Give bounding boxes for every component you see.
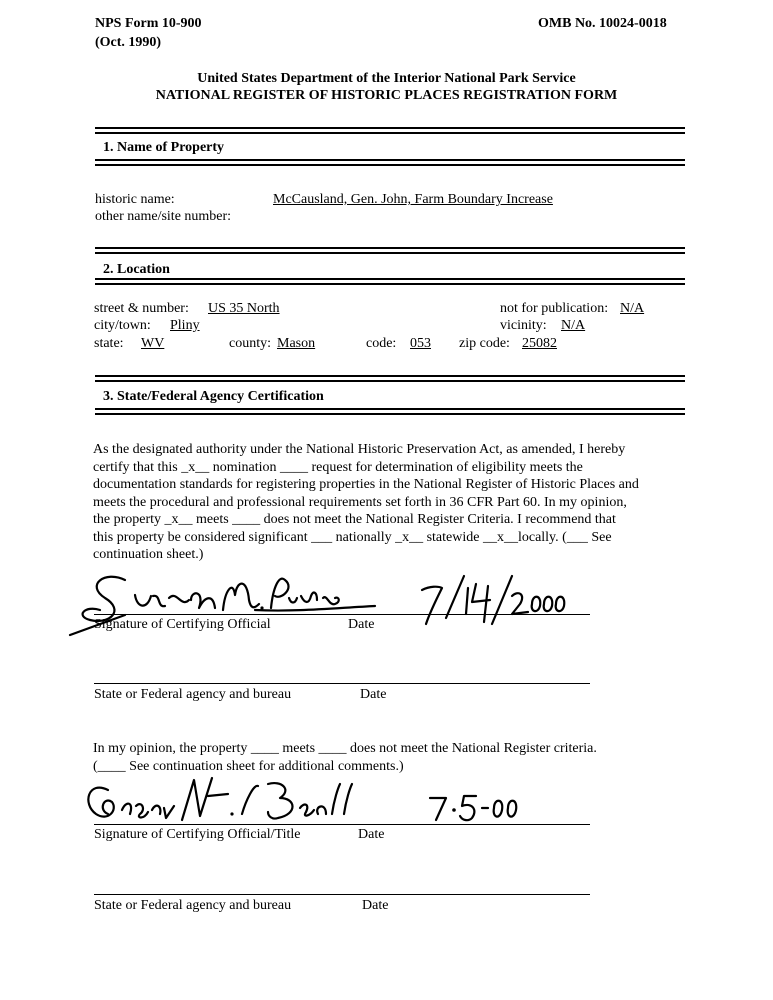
cert-line: this property be considered significant ___ nationally _x__ statewide __x__locally. (___ See (93, 529, 612, 545)
other-name-label: other name/site number: (95, 209, 232, 224)
form-title: NATIONAL REGISTER OF HISTORIC PLACES REGISTRATION FORM (155, 88, 618, 103)
sig1-date-label: Date (348, 617, 375, 632)
agency1-label: State or Federal agency and bureau (94, 687, 292, 702)
agency-line-1 (94, 683, 590, 684)
section1-heading: 1. Name of Property (103, 140, 225, 155)
county-label: county: (229, 336, 271, 351)
city-value: Pliny (170, 318, 200, 333)
county-value: Mason (277, 336, 316, 351)
cert-line: As the designated authority under the National Historic Preservation Act, as amended, I hereby (93, 442, 626, 457)
agency2-label: State or Federal agency and bureau (94, 898, 292, 913)
zip-value: 25082 (522, 336, 557, 351)
section3-heading: 3. State/Federal Agency Certification (103, 389, 324, 404)
zip-label: zip code: (459, 336, 510, 351)
section-divider (95, 375, 685, 382)
section-divider (95, 278, 685, 285)
section-divider (95, 247, 685, 254)
section-divider (95, 159, 685, 166)
cert-line: documentation standards for registering properties in the National Register of Historic Places and (93, 477, 639, 492)
form-date: (Oct. 1990) (95, 35, 162, 50)
nfp-value: N/A (620, 301, 645, 316)
sig2-date-label: Date (358, 827, 385, 842)
certification-statement (93, 441, 693, 564)
agency-line-2 (94, 894, 590, 895)
cert-line: meets the procedural and professional requirements set forth in 36 CFR Part 60. In my opinion, (93, 494, 627, 510)
opinion-line: In my opinion, the property ____ meets ____ does not meet the National Register criteria. (93, 741, 597, 756)
state-label: state: (94, 336, 124, 351)
city-label: city/town: (94, 318, 151, 333)
agency1-date-label: Date (360, 687, 387, 702)
cert-line: the property _x__ meets ____ does not meet the National Register Criteria. I recommend that (93, 512, 616, 527)
section2-heading: 2. Location (103, 262, 170, 277)
code-value: 053 (410, 336, 431, 351)
sig1-label: Signature of Certifying Official (94, 617, 271, 632)
historic-name-value: McCausland, Gen. John, Farm Boundary Increase (273, 192, 553, 207)
signature-line-2 (94, 824, 590, 825)
handwritten-date-1 (408, 568, 568, 638)
opinion-line: (____ See continuation sheet for additional comments.) (93, 758, 404, 774)
sig2-label: Signature of Certifying Official/Title (94, 827, 301, 842)
cert-line: continuation sheet.) (93, 547, 204, 562)
agency-title: United States Department of the Interior National Park Service (197, 71, 576, 86)
street-label: street & number: (94, 301, 189, 316)
vicinity-label: vicinity: (500, 318, 547, 333)
state-value: WV (141, 336, 165, 351)
cert-line: certify that this _x__ nomination ____ request for determination of eligibility meets the (93, 459, 583, 475)
code-label: code: (366, 336, 397, 351)
street-value: US 35 North (208, 301, 280, 316)
vicinity-value: N/A (561, 318, 586, 333)
historic-name-label: historic name: (95, 192, 175, 207)
section-divider (95, 408, 685, 415)
signature-line-1 (94, 614, 590, 615)
form-id: NPS Form 10-900 (95, 16, 202, 31)
nfp-label: not for publication: (500, 301, 609, 316)
omb-number: OMB No. 10024-0018 (538, 16, 667, 31)
section-divider (95, 127, 685, 134)
agency2-date-label: Date (362, 898, 389, 913)
